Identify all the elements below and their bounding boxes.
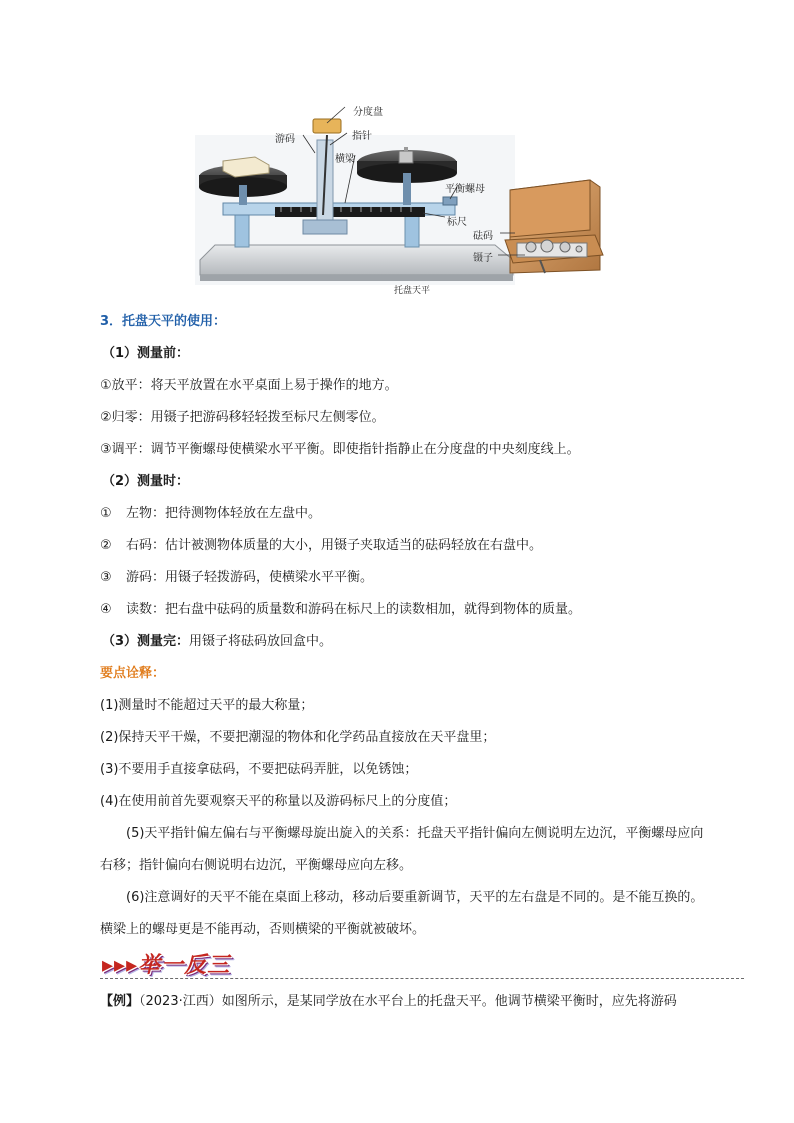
pointer-label: 指针 <box>352 131 372 142</box>
example-line <box>100 993 677 1011</box>
during-item-4-text: 读数：把右盘中砝码的质量数和游码在标尺上的读数相加，就得到物体的质量。 <box>126 602 582 617</box>
during-item-1 <box>100 505 321 523</box>
note-item-4: (4)在使用前首先要观察天平的称量以及游码标尺上的分度值； <box>100 794 457 809</box>
during-item-4 <box>100 601 581 619</box>
banner-divider <box>100 978 744 979</box>
note-item-6-line-2: 横梁上的螺母更是不能再动，否则横梁的平衡就被破坏。 <box>100 922 426 937</box>
banner-title-text: 举一反三 <box>138 952 231 978</box>
note-item-3: (3)不要用手直接拿砝码，不要把砝码弄脏，以免锈蚀； <box>100 762 418 777</box>
during-item-2 <box>100 537 542 555</box>
note-item-1: (1)测量时不能超过天平的最大称量； <box>100 698 314 713</box>
notes-heading: 要点诠释： <box>100 666 166 681</box>
note-item-6-line-1: (6)注意调好的天平不能在桌面上移动，移动后要重新调节，天平的左右盘是不同的。是不能互换的。 <box>126 890 704 905</box>
example-tag: 【例】 <box>100 994 140 1009</box>
note-item-5-line-1: (5)天平指针偏左偏右与平衡螺母旋出旋入的关系：托盘天平指针偏向左侧说明左边沉，平衡螺母应向 <box>126 826 704 841</box>
after-heading: （3）测量完： <box>102 634 190 649</box>
after-line <box>102 633 332 651</box>
scale-label: 标尺 <box>447 217 467 228</box>
during-item-3 <box>100 569 373 587</box>
during-item-1-text: 左物：把待测物体轻放在左盘中。 <box>126 506 322 521</box>
before-item-1: ①放平：将天平放置在水平桌面上易于操作的地方。 <box>100 378 398 393</box>
dial-label: 分度盘 <box>353 107 383 118</box>
rider-label: 游码 <box>275 134 295 145</box>
note-item-2: (2)保持天平干燥，不要把潮湿的物体和化学药品直接放在天平盘里； <box>100 730 496 745</box>
during-item-2-num: ② <box>100 538 112 553</box>
banner-title: ▸▸▸举一反三 <box>102 952 231 978</box>
beam-label: 横梁 <box>335 154 355 165</box>
before-item-3: ③调平：调节平衡螺母使横梁水平平衡。即使指针指静止在分度盘的中央刻度线上。 <box>100 442 580 457</box>
pan-balance-illustration <box>195 95 625 300</box>
weights-label: 砝码 <box>473 231 493 242</box>
note-item-5-line-2: 右移；指针偏向右侧说明右边沉，平衡螺母应向左移。 <box>100 858 413 873</box>
balance-figure <box>195 95 625 300</box>
during-item-3-num: ③ <box>100 570 112 585</box>
before-heading: （1）测量前： <box>102 346 190 361</box>
during-item-2-text: 右码：估计被测物体质量的大小，用镊子夹取适当的砝码轻放在右盘中。 <box>126 538 543 553</box>
during-item-1-num: ① <box>100 506 112 521</box>
section-title: 3．托盘天平的使用： <box>100 314 227 329</box>
during-heading: （2）测量时： <box>102 474 190 489</box>
practice-banner <box>100 948 744 980</box>
during-item-4-num: ④ <box>100 602 112 617</box>
during-item-3-text: 游码：用镊子轻拨游码，使横梁水平平衡。 <box>126 570 374 585</box>
tweezers-label: 镊子 <box>473 253 493 264</box>
figure-caption: 托盘天平 <box>394 286 431 296</box>
before-item-2: ②归零：用镊子把游码移轻轻拨至标尺左侧零位。 <box>100 410 385 425</box>
balance-nut-label: 平衡螺母 <box>445 184 485 195</box>
after-text: 用镊子将砝码放回盒中。 <box>189 634 333 649</box>
example-source: （2023·江西） <box>139 994 222 1009</box>
example-text: 如图所示，是某同学放在水平台上的托盘天平。他调节横梁平衡时，应先将游码 <box>221 994 677 1009</box>
